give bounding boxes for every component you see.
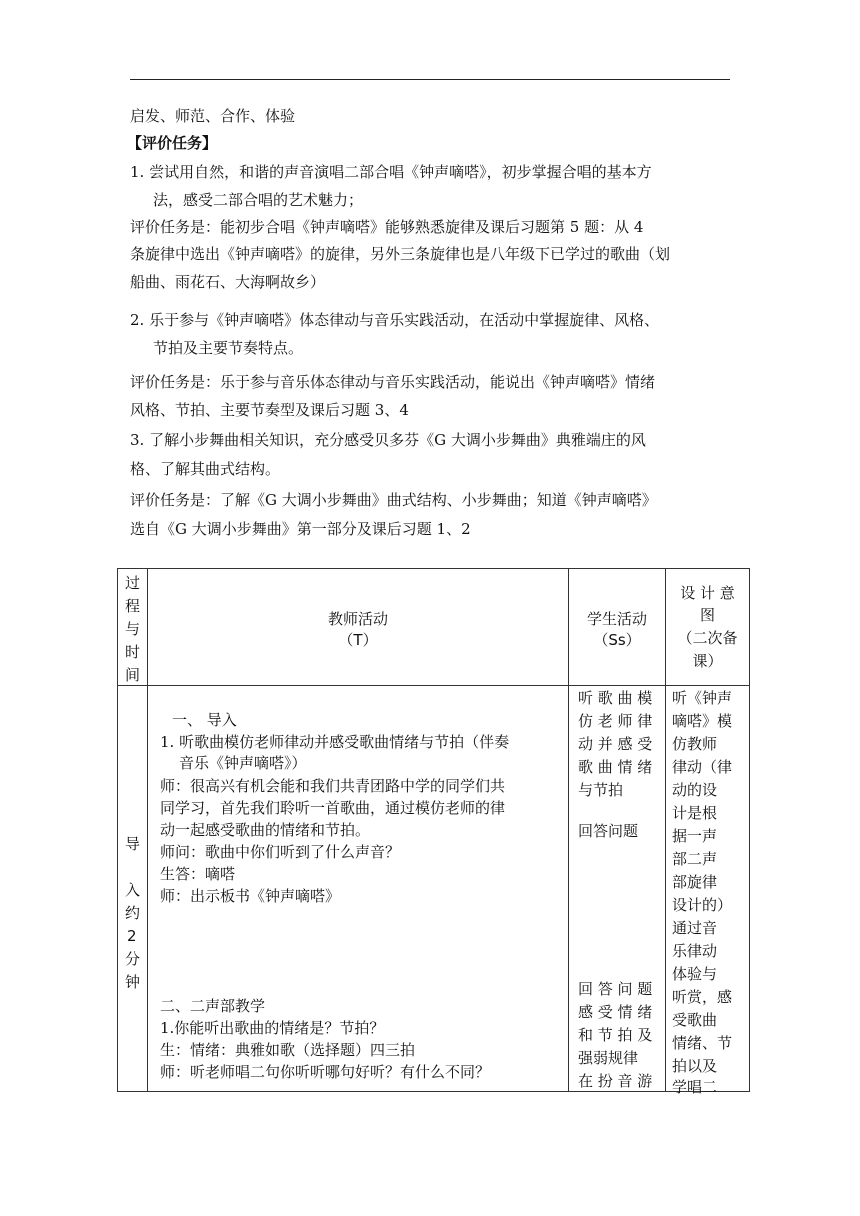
header-design-line: 设 计 意: [680, 584, 735, 602]
student-activity-cell: [569, 686, 666, 1092]
teacher-line: 生：情绪：典雅如歌（选择题）四三拍: [160, 1041, 416, 1059]
header-teacher-title: 教师活动: [327, 610, 388, 628]
stage-char: 入: [125, 881, 141, 899]
stage-char: 导: [125, 835, 141, 853]
eval-task-2-line-2: 风格、节拍、主要节奏型及课后习题 3、4: [130, 401, 409, 419]
header-process-char: 时: [125, 643, 141, 661]
student-line: 和 节 拍 及: [578, 1026, 653, 1044]
teacher-line: 动一起感受歌曲的情绪和节拍。: [160, 821, 371, 839]
design-line: 听赏，感: [672, 988, 733, 1006]
eval-item-1-line-2: 法，感受二部合唱的艺术魅力；: [153, 191, 364, 209]
design-intent-cell: [666, 686, 750, 1096]
design-line: 学唱二: [672, 1078, 718, 1096]
student-line: 在 扮 音 游: [578, 1072, 653, 1090]
lesson-process-table: [117, 568, 750, 1096]
eval-item-3-line-1: 3. 了解小步舞曲相关知识，充分感受贝多芬《G 大调小步舞曲》典雅端庄的风: [130, 431, 646, 449]
teacher-line: 师：出示板书《钟声嘀嗒》: [160, 887, 341, 905]
eval-task-2-line-1: 评价任务是：乐于参与音乐体态律动与音乐实践活动，能说出《钟声嘀嗒》情绪: [130, 373, 656, 391]
teacher-line: 音乐《钟声嘀嗒》）: [179, 754, 307, 772]
student-line: 动 并 感 受: [578, 735, 653, 753]
design-line: 嘀嗒》模: [672, 712, 733, 730]
teacher-line: 二、二声部教学: [160, 997, 266, 1015]
design-line: 部二声: [672, 850, 718, 868]
student-line: 感 受 情 绪: [578, 1003, 653, 1021]
student-line: 仿 老 师 律: [578, 712, 653, 730]
header-student-title: 学生活动: [586, 610, 647, 628]
header-process-char: 程: [125, 597, 141, 615]
teacher-line: 同学习，首先我们聆听一首歌曲，通过模仿老师的律: [160, 799, 506, 817]
stage-char: 约: [125, 904, 141, 922]
design-line: 设计的）: [672, 896, 733, 914]
design-line: 动的设: [672, 781, 718, 799]
student-line: 与节拍: [578, 781, 624, 799]
stage-char: 2: [127, 927, 137, 945]
design-line: 通过音: [672, 919, 718, 937]
student-line: 回 答 问 题: [578, 980, 653, 998]
header-process-char: 间: [125, 666, 141, 684]
eval-heading: 【评价任务】: [127, 134, 218, 152]
teacher-line: 师：听老师唱二句你听听哪句好听？有什么不同？: [160, 1063, 491, 1081]
header-process-time: [118, 569, 148, 686]
design-line: 律动（律: [672, 758, 733, 776]
design-line: 据一声: [672, 827, 718, 845]
design-line: 乐律动: [672, 942, 718, 960]
eval-task-1-line-3: 船曲、雨花石、大海啊故乡）: [130, 273, 326, 291]
eval-item-1-line-1: 1. 尝试用自然，和谐的声音演唱二部合唱《钟声嘀嗒》，初步掌握合唱的基本方: [130, 163, 652, 181]
header-design-line: 课）: [692, 652, 723, 670]
student-line: 听 歌 曲 模: [578, 689, 653, 707]
header-student-activity: [569, 569, 666, 686]
student-line: 歌 曲 情 绪: [578, 758, 653, 776]
header-teacher-activity: [148, 569, 569, 686]
teacher-line: 师：很高兴有机会能和我们共青团路中学的同学们共: [160, 777, 506, 795]
student-line: 回答问题: [578, 822, 639, 840]
teacher-line: 生答：嘀嗒: [160, 865, 236, 883]
eval-item-2-line-2: 节拍及主要节奏特点。: [153, 339, 304, 357]
eval-task-1-line-1: 评价任务是：能初步合唱《钟声嘀嗒》能够熟悉旋律及课后习题第 5 题：从 4: [130, 218, 644, 236]
teacher-line: 师问：歌曲中你们听到了什么声音？: [160, 843, 401, 861]
design-line: 听《钟声: [672, 689, 733, 707]
student-line: 强弱规律: [578, 1049, 639, 1067]
design-line: 体验与: [672, 965, 718, 983]
table-row: [118, 686, 750, 1092]
design-line: 仿教师: [672, 735, 718, 753]
header-student-sub: （Ss）: [593, 631, 641, 649]
teacher-activity-cell: [148, 686, 569, 1092]
eval-item-2-line-1: 2. 乐于参与《钟声嘀嗒》体态律动与音乐实践活动，在活动中掌握旋律、风格、: [130, 311, 660, 329]
stage-char: 分: [125, 950, 141, 968]
stage-cell: [118, 686, 148, 1092]
header-rule: [130, 79, 730, 80]
header-teacher-sub: （T）: [338, 631, 378, 649]
header-process-char: 与: [125, 620, 141, 638]
teacher-line: 一、 导入: [172, 711, 237, 729]
eval-task-1-line-2: 条旋律中选出《钟声嘀嗒》的旋律，另外三条旋律也是八年级下已学过的歌曲（划: [130, 245, 671, 263]
header-design-intent: [666, 569, 750, 686]
table-header-row: [118, 569, 750, 686]
design-line: 部旋律: [672, 873, 718, 891]
design-line: 情绪、节: [672, 1034, 733, 1052]
eval-item-3-line-2: 格、了解其曲式结构。: [130, 460, 281, 478]
eval-task-3-line-1: 评价任务是：了解《G 大调小步舞曲》曲式结构、小步舞曲；知道《钟声嘀嗒》: [130, 491, 657, 509]
stage-char: 钟: [125, 973, 141, 991]
design-line: 计是根: [672, 804, 718, 822]
teacher-line: 1.你能听出歌曲的情绪是？节拍？: [160, 1019, 385, 1037]
header-design-line: 图: [699, 606, 715, 624]
teaching-methods: 启发、师范、合作、体验: [130, 107, 296, 125]
design-line: 拍以及: [672, 1057, 718, 1075]
header-design-line: （二次备: [677, 629, 738, 647]
header-process-char: 过: [125, 574, 141, 592]
eval-task-3-line-2: 选自《G 大调小步舞曲》第一部分及课后习题 1、2: [130, 520, 471, 538]
teacher-line: 1. 听歌曲模仿老师律动并感受歌曲情绪与节拍（伴奏: [160, 733, 510, 751]
design-line: 受歌曲: [672, 1011, 718, 1029]
